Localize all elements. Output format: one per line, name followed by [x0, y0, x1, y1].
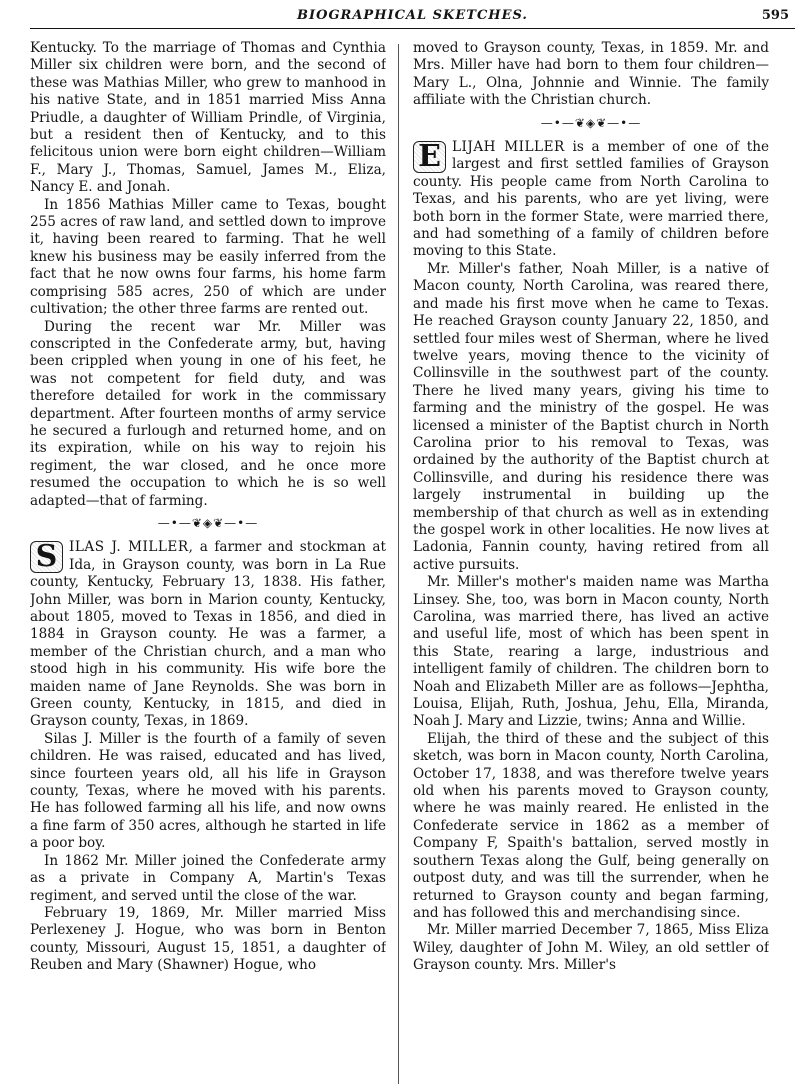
- running-title: BIOGRAPHICAL SKETCHES.: [297, 8, 528, 23]
- page-header: [30, 6, 795, 30]
- paragraph: Elijah, the third of these and the subject of this sketch, was born in Macon county, North Carolina, October 17, 1838, and was therefore twelve years old when his parents moved to Grayson county, where he was mainly reared. He enlisted in the Confederate service in 1862 as a member of Company F, Spaith's battalion, served mostly in southern Texas along the Gulf, being generally on outpost duty, and was till the surrender, when he returned to Grayson county and began farming, and has followed this and merchandising since.: [413, 730, 769, 921]
- header-rule: [30, 28, 795, 29]
- sketch-opening-paragraph: [30, 539, 386, 730]
- drop-cap: E: [413, 141, 446, 173]
- sketch-opening-paragraph: [413, 139, 769, 261]
- paragraph: Kentucky. To the marriage of Thomas and Cynthia Miller six children were born, and the second of these was Mathias Miller, who grew to manhood in his native State, and in 1851 married Miss Anna Priudle, a daughter of William Prindle, of Virginia, but a resident then of Kentucky, and to this felicitous union were born eight children—William F., Mary J., Thomas, Samuel, James M., Eliza, Nancy E. and Jonah.: [30, 40, 386, 196]
- subject-name: LIJAH MILLER: [452, 139, 565, 156]
- paragraph: Mr. Miller married December 7, 1865, Miss Eliza Wiley, daughter of John M. Wiley, an old settler of Grayson county. Mrs. Miller's: [413, 922, 769, 974]
- paragraph: In 1856 Mathias Miller came to Texas, bought 255 acres of raw land, and settled down to improve it, having been reared to farming. That he well knew his business may be easily inferred from the fact that he now owns four farms, his home farm comprising 585 acres, 250 of which are under cultivation; the other three farms are rented out.: [30, 196, 386, 318]
- paragraph: Mr. Miller's father, Noah Miller, is a native of Macon county, North Carolina, was reared there, and made his first move when he came to Texas. He reached Grayson county January 22, 1850, and settled four miles west of Sherman, where he lived twelve years, moving thence to the vicinity of Collinsville in the southwest part of the county. There he lived many years, giving his time to farming and the ministry of the gospel. He was licensed a minister of the Baptist church in North Carolina prior to his removal to Texas, was ordained by the authority of the Baptist church at Collinsville, and during his residence there was largely instrumental in building up the membership of that church as well as in extending the gospel work in other localities. He now lives at Ladonia, Fannin county, having retired from all active pursuits.: [413, 260, 769, 573]
- paragraph: In 1862 Mr. Miller joined the Confederate army as a private in Company A, Martin's Texas regiment, and served until the close of the war.: [30, 852, 386, 904]
- paragraph-text: is a member of one of the largest and first settled families of Grayson county. His people came from North Carolina to Texas, and his parents, who are yet living, were both born in the former State, were married there, and had something of a family of children before moving to this State.: [413, 139, 769, 260]
- section-ornament: —•—❦◈❦—•—: [540, 115, 642, 130]
- drop-cap: S: [30, 541, 63, 573]
- paragraph: During the recent war Mr. Miller was conscripted in the Confederate army, but, having been crippled when young in one of his feet, he was not competent for field duty, and was therefore detailed for work in the commissary department. After fourteen months of army service he secured a furlough and returned home, and on its expiration, while on his way to rejoin his regiment, the war closed, and he once more resumed the occupation to which he is so well adapted—that of farming.: [30, 318, 386, 509]
- paragraph: Mr. Miller's mother's maiden name was Martha Linsey. She, too, was born in Macon county, North Carolina, was married there, has lived an active and useful life, most of which has been spent in this State, rearing a large, industrious and intelligent family of children. The children born to Noah and Elizabeth Miller are as follows—Jephtha, Louisa, Elijah, Ruth, Joshua, Jehu, Ella, Miranda, Noah J. Mary and Lizzie, twins; Anna and Willie.: [413, 574, 769, 730]
- paragraph: February 19, 1869, Mr. Miller married Miss Perlexeney J. Hogue, who was born in Benton county, Missouri, August 15, 1851, a daughter of Reuben and Mary (Shawner) Hogue, who: [30, 904, 386, 974]
- paragraph-text: a farmer and stockman at Ida, in Grayson county, was born in La Rue county, Kentucky, February 13, 1838. His father, John Miller, was born in Marion county, Kentucky, about 1805, moved to Texas in 1856, and died in 1884 in Grayson county. He was a farmer, a member of the Christian church, and a man who stood high in his community. His wife bore the maiden name of Jane Reynolds. She was born in Green county, Kentucky, in 1815, and died in Grayson county, Texas, in 1869.: [30, 539, 386, 730]
- paragraph: Silas J. Miller is the fourth of a family of seven children. He was raised, educated and has lived, since fourteen years old, all his life in Grayson county, Texas, where he moved with his parents. He has followed farming all his life, and now owns a fine farm of 350 acres, although he started in life a poor boy.: [30, 730, 386, 852]
- section-ornament: —•—❦◈❦—•—: [157, 515, 259, 530]
- right-column: [413, 40, 769, 1085]
- subject-name: ILAS J. MILLER,: [69, 539, 194, 556]
- column-divider: [398, 44, 399, 1084]
- left-column: [30, 40, 386, 1085]
- paragraph: moved to Grayson county, Texas, in 1859. Mr. and Mrs. Miller have had born to them four children—Mary L., Olna, Johnnie and Winnie. The family affiliate with the Christian church.: [413, 40, 769, 109]
- page-number: 595: [761, 8, 789, 23]
